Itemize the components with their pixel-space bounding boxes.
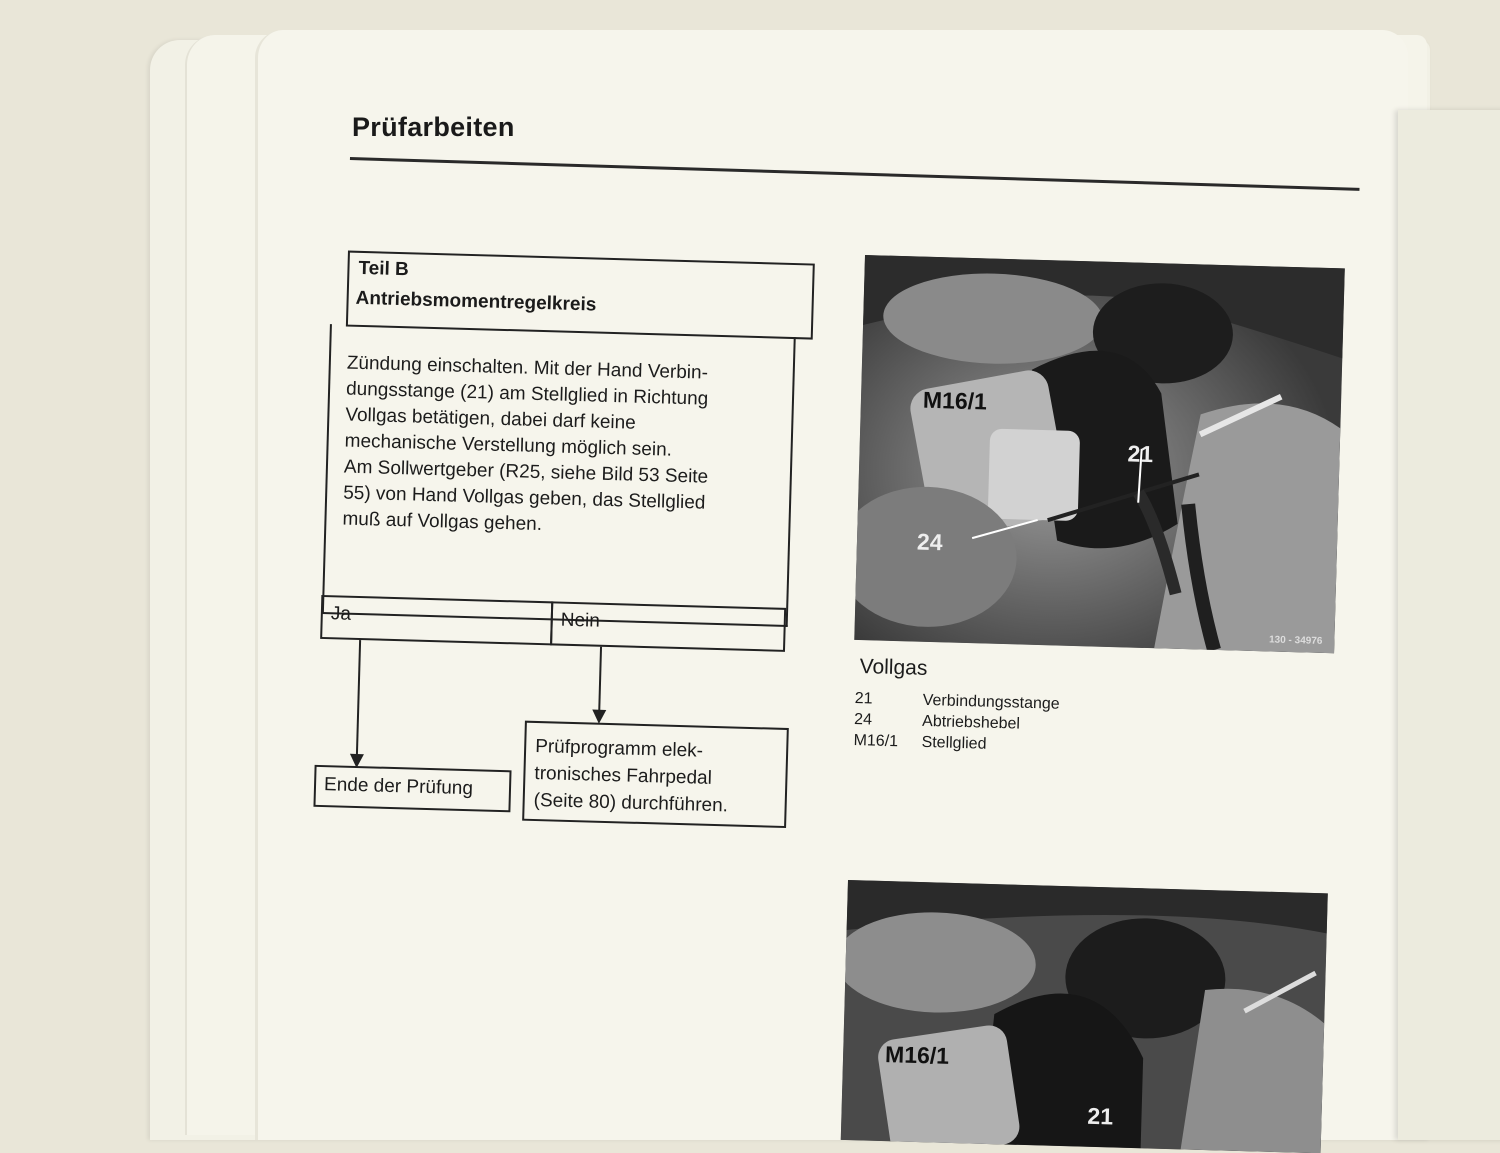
legend-key: 21 [854,690,873,708]
legend-value: Verbindungsstange [922,691,1060,713]
flowchart-part-label: Teil B [358,257,410,281]
legend-value: Abtriebshebel [921,712,1021,733]
flowchart-yes-connector [356,640,361,758]
flowchart-no-connector [598,647,602,713]
flowchart-yes-box [320,595,553,645]
page-title: Prüfarbeiten [352,112,515,142]
figure-caption: Vollgas [859,655,928,680]
engine-photo-illustration [854,255,1345,653]
legend-row [853,710,1021,733]
second-photo-label-actuator: M16/1 [884,1041,950,1069]
flowchart-section-title: Antriebsmomentregelkreis [355,287,597,316]
flowchart-yes-label: Ja [330,603,352,625]
legend-value: Stellglied [921,733,987,753]
flowchart-no-box [550,601,786,652]
second-engine-photo [841,880,1328,1153]
legend-row [854,690,1060,713]
flowchart-program-box [522,721,789,828]
photo-label-actuator: M16/1 [922,386,988,415]
photo-label-lever: 24 [916,528,943,556]
legend-key: 24 [853,710,873,729]
second-photo-label-rod: 21 [1087,1102,1114,1130]
flowchart-end-text: Ende der Prüfung [323,774,474,800]
flowchart-no-label: Nein [560,609,601,632]
engine-photo-figure [854,255,1345,653]
flowchart-end-box [313,765,511,812]
flowchart-instruction-box [322,324,796,627]
photo-label-rod: 21 [1127,440,1154,468]
legend-row [853,731,987,753]
legend-key: M16/1 [853,731,899,751]
engine-photo [854,255,1345,653]
flowchart [311,250,818,863]
flowchart-program-text: Prüfprogramm elek- tronisches Fahrpedal (Seite 80) durchführen. [533,735,729,817]
flowchart-instruction-text: Zündung einschalten. Mit der Hand Verbin- dungsstange (21) am Stellglied in Richtung Vollgas betätigen, dabei darf keine mechanische Verstellung möglich sein. Am Sollwertgeber (R25, siehe Bild 53 Seite 55) von Hand Vollgas geben, das Stellglied muß auf Vollgas gehen. [342,352,709,536]
photo-number: 130 - 34976 [1268,634,1323,647]
second-engine-photo-illustration [841,880,1328,1153]
facing-page-edge [1398,110,1500,1140]
